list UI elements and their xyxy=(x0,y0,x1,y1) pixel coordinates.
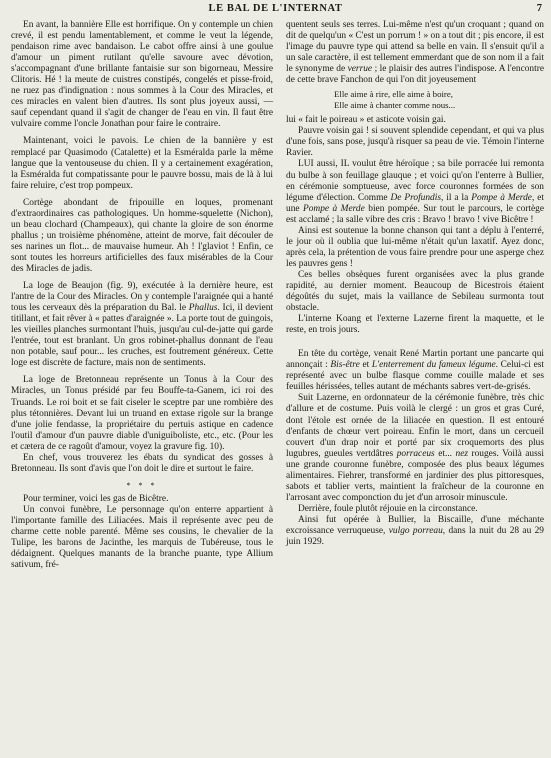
paragraph: Derrière, foule plutôt réjouie en la circonstance. xyxy=(298,503,478,514)
paragraph: L'interne Koang et l'externe Lazerne firent la maquette, et le reste, en trois jours. xyxy=(286,314,544,336)
paragraph: Pour terminer, voici les gas de Bicêtre. xyxy=(23,493,169,504)
paragraph: lui « fait le poireau » et asticote voisin gai. xyxy=(286,115,446,126)
paragraph: LUI aussi, IL voulut être héroïque ; sa bile porracée lui remonta du bulbe à son feuillage glauque ; et voici qu'on l'enterre à Bullier, en cérémonie somptueuse, avec force couronnes formées de son légume d'élection. Comme De Profundis, il a la Pompe à Merde, et une Pompe à Merde bien pompée. Sur tout le parcours, le cortège est acclamé ; la salle vibre des cris : Bravo ! bravo ! vive Bicêtre ! xyxy=(286,159,545,225)
paragraph: Suit Lazerne, en ordonnateur de la cérémonie funèbre, très chic d'allure et de costume. Puis voilà le clergé : un gros et gras Curé, dont l'étole est ornée de la liliacée en question. Il est entouré d'enfants de chœur vert poireau. Enfin le mort, dans un cercueil couvert d'un drap noir et porté par six croquemorts des plus lugubres, gueules vertdâtres porraceus et... nez rouges. Voilà aussi une grande couronne funèbre, composée des plus beaux légumes alimentaires. Fiehrer, transformé en jardinier des plus pittoresques, sabots et tablier verts, maintient la fraîcheur de la couronne en l'arrosant avec componction du jet d'un arrosoir minuscule. xyxy=(286,393,544,503)
paragraph: En tête du cortège, venait René Martin portant une pancarte qui annonçait : Bis-être et L'enterrement du fameux légume. Celui-ci est représenté avec un bulbe flasque comme couille malade et ses feuilles hérissées, telles autant de méchants sabres vert-de-grisés. xyxy=(286,349,544,393)
header-title: LE BAL DE L'INTERNAT xyxy=(208,3,343,14)
paragraph: Pauvre voisin gai ! si souvent splendide cependant, et qui va plus d'une fois, sans pose, jusqu'à risquer sa peau de vie. Témoin l'interne Ravier. xyxy=(286,126,544,159)
page-number: 7 xyxy=(536,3,542,14)
section-separator: * * * xyxy=(126,480,158,490)
paragraph: En chef, vous trouverez les ébats du syndicat des gosses à Bretonneau. Ils sont d'avis que l'on doit le dire et surtout le faire. xyxy=(11,452,273,474)
paragraph: Cortège abondant de fripouille en loques, promenant d'extraordinaires cas pathologiques. Un homme-squelette (Nichon), un beau clochard (Champeaux), qui chante la gloire de son énorme phallus ; un troisième phénomène, atteint de morve, fait découler de ses narines un flot... de mauvaise humeur. Ah ! l'glaviot ! Enfin, ce sont toutes les horreurs artificielles des faux misérables de la Cour des Miracles de jadis. xyxy=(11,197,273,274)
paragraph: Ainsi est soutenue la bonne chanson qui tant a déplu à l'enterré, le jour où il oublia que lui-même n'était qu'un laxatif. Ayez donc, après cela, la prétention de vous faire prendre pour une asperge chez les pauvres gens ! xyxy=(286,225,544,269)
paragraph: Un convoi funèbre, Le personnage qu'on enterre appartient à l'importante famille des Liliacées. Mais il représente avec peu de charme cette noble parenté. Même ses cousins, le chevalier de la Tulipe, les barons de Jacinthe, les marquis de Tubéreuse, tous le dédaignent. Quelques manants de la branche puante, type Allium sativum, fré- xyxy=(11,504,273,571)
paragraph: La loge de Bretonneau représente un Tonus à la Cour des Miracles, un Tonus présidé par feu Bouffe-ta-Ganem, ici roi des Truands. Le roi boit et se fait ciseler le sceptre par une rombière des plus tétonnières. Devant lui un truand en extase rigole sur la brange d'une jolie fendasse, la propriétaire du pertuis astique en cadence l'outil d'amour d'un pauvre diable d'uniguiboliste, etc., etc. (Pour les et cætera de ce ragoût d'amour, voyez la gravure fig. 10). xyxy=(11,375,273,452)
running-header xyxy=(0,0,551,18)
verse-quote xyxy=(286,89,544,111)
paragraph: Maintenant, voici le pavois. Le chien de la bannière y est remplacé par Quasimodo (Catalette) et la Esméralda parle la même langue que la ventouseuse du chien. Il y a certainement exagération, la Esméralda fut compatissante pour le pauvre bossu, mais de là à lui faire reluire, c'est trop pompeux. xyxy=(11,136,273,191)
paragraph: Ces belles obsèques furent organisées avec la plus grande rapidité, au dernier moment. Beaucoup de Bicestrois étaient dégoûtés du sujet, mais la vaillance de Sebileau surmonta tout obstacle. xyxy=(286,269,544,314)
paragraph: En avant, la bannière Elle est horrifique. On y contemple un chien crevé, il est pendu lamentablement, et comme le veut la légende, pendaison rime avec bandaison. Le cabot offre ainsi à une goulue d'amour un piment rutilant qu'elle savoure avec dévotion, s'accompagnant d'une brillante fantaisie sur son bigorneau, Messire Clitoris. Hé ! la meute de cuistres constipés, congelés et pisse-froid, ne ruez pas d'indignation : nous sommes à la Cour des Miracles, et ces miracles en valent bien d'autres. Ils sont plus joyeux aussi, — sauf cependant quand il s'agit de changer de l'eau en vin. Il faut être vulvaire comme l'oncle Jonathan pour faire le contraire. xyxy=(11,20,273,130)
verse-line: Elle aime à chanter comme nous... xyxy=(334,100,456,111)
paragraph: Ainsi fut opérée à Bullier, la Biscaille, d'une méchante excroissance verruqueuse, vulgo porreau, dans la nuit du 28 au 29 juin 1929. xyxy=(286,514,544,548)
verse-line: Elle aime à rire, elle aime à boire, xyxy=(334,89,453,100)
right-column xyxy=(286,20,544,548)
left-column xyxy=(11,20,273,571)
paragraph: quentent seuls ses terres. Lui-même n'est qu'un croquant ; quand on dit de quelqu'un « C'est un porrum ! » on a tout dit ; pis encore, il est l'image du pauvre type qui attend sa belle en vain. Il s'ensuit qu'il a un sale caractère, il est tellement emmerdant que de son nom il a fait le synonyme de verrue ; le plaisir des autres l'indispose. A l'encontre de cette brave Fanchon de qui l'on dit joyeusement xyxy=(286,20,544,86)
paragraph: La loge de Beaujon (fig. 9), exécutée à la dernière heure, est l'antre de la Cour des Miracles. On y contemple l'araignée qui a hanté tous les cerveaux dès la préparation du Bal. le Phallus. Ici, il devient titillant, et fait rêver à « pattes d'araignée ». La porte tout de guingois, les vieilles planches surmontant l'huis, jusqu'au cul-de-jatte qui garde l'entrée, tout est branlant. Un gros robinet-phallus donnant de l'eau non potable, sauf pour... les cruches, est foutrement généreux. Cette loge est discrète de facture, mais non de sentiments. xyxy=(11,281,273,369)
